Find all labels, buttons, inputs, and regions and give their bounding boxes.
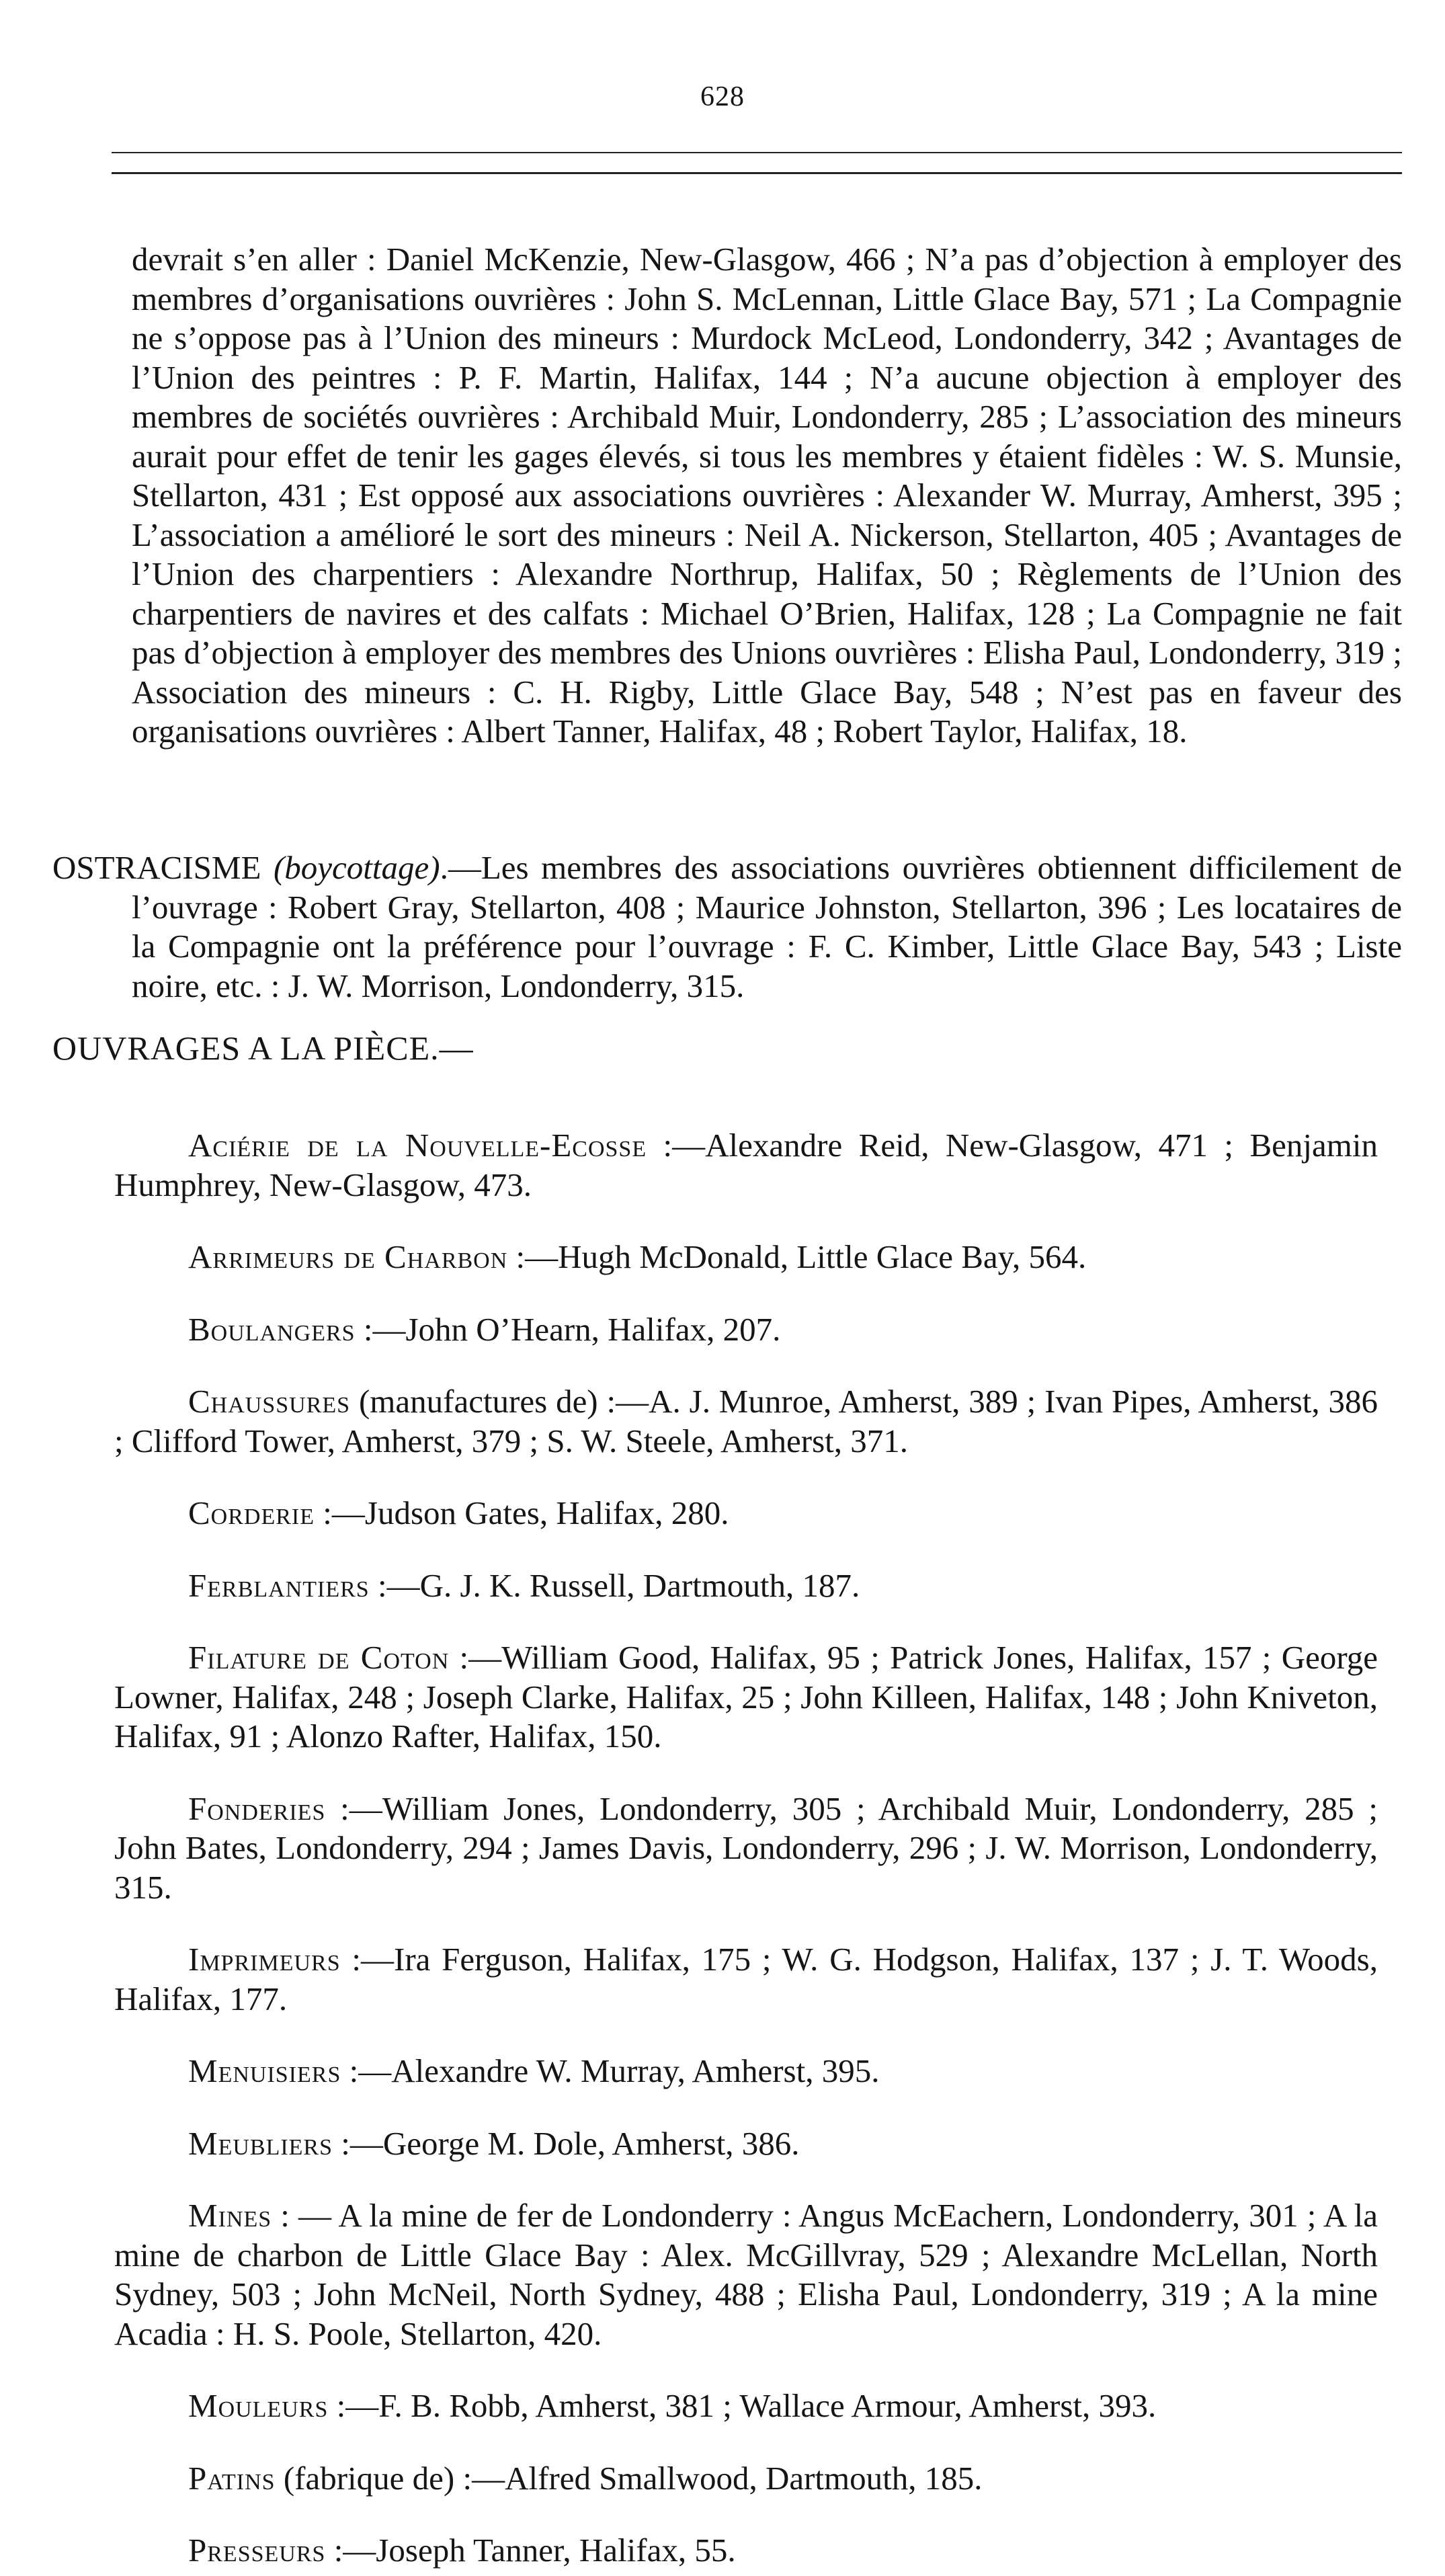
page-number: 628: [700, 81, 745, 112]
ostracisme-gloss: (boycottage): [273, 849, 440, 886]
ostracisme-heading: OSTRACISME: [52, 849, 261, 886]
entry-term: Patins: [188, 2459, 276, 2497]
entry-term: Presseurs: [188, 2532, 326, 2569]
ostracisme-paragraph: [52, 848, 1402, 1006]
entry-text: :—Hugh McDonald, Little Glace Bay, 564.: [507, 1238, 1087, 1275]
entry-meubliers: [114, 2124, 1378, 2164]
entry-mouleurs: [114, 2386, 1378, 2426]
entry-term: Aciérie de la Nouvelle-Ecosse: [188, 1127, 647, 1164]
entry-term: Boulangers: [188, 1310, 356, 1348]
entry-text: (manufactures de) :—A. J. Munroe, Amherst, 389 ; Ivan Pipes, Amherst, 386 ; Clifford Tower, Amherst, 379 ; S. W. Steele, Amherst, 371.: [114, 1383, 1378, 1459]
entry-corderie: [114, 1494, 1378, 1533]
entry-imprimeurs: [114, 1940, 1378, 2019]
ouvrages-entries: [114, 1093, 1378, 2576]
entry-term: Ferblantiers: [188, 1566, 370, 1604]
entry-text: (fabrique de) :—Alfred Smallwood, Dartmouth, 185.: [275, 2459, 983, 2497]
entry-patins: [114, 2459, 1378, 2499]
entry-text: :—G. J. K. Russell, Dartmouth, 187.: [369, 1566, 860, 1604]
entry-text: : — A la mine de fer de Londonderry : Angus McEachern, Londonderry, 301 ; A la mine de charbon de Little Glace Bay : Alex. McGillvray, 529 ; Alexandre McLellan, North Sydney, 503 ; John McNeil, North Sydney, 488 ; Elisha Paul, Londonderry, 319 ; A la mine Acadia : H. S. Poole, Stellarton, 420.: [114, 2197, 1378, 2352]
entry-text: :—John O’Hearn, Halifax, 207.: [355, 1310, 781, 1348]
entry-text: :—William Jones, Londonderry, 305 ; Archibald Muir, Londonderry, 285 ; John Bates, Londonderry, 294 ; James Davis, Londonderry, 296 ; J. W. Morrison, Londonderry, 315.: [114, 1789, 1378, 1906]
entry-term: Chaussures: [188, 1383, 351, 1420]
entry-text: :—William Good, Halifax, 95 ; Patrick Jones, Halifax, 157 ; George Lowner, Halifax, 248 ; Joseph Clarke, Halifax, 25 ; John Killeen, Halifax, 148 ; John Kniveton, Halifax, 91 ; Alonzo Rafter, Halifax, 150.: [114, 1639, 1378, 1755]
entry-presseurs: [114, 2531, 1378, 2571]
entry-acierie: [114, 1126, 1378, 1205]
entry-text: :—George M. Dole, Amherst, 386.: [333, 2124, 800, 2162]
entry-term: Filature de Coton: [188, 1639, 450, 1676]
entry-term: Fonderies: [188, 1789, 326, 1827]
entry-boulangers: [114, 1310, 1378, 1350]
entry-mines: [114, 2196, 1378, 2353]
header-rule-thin: [112, 152, 1402, 153]
ouvrages-heading: OUVRAGES A LA PIÈCE.—: [52, 1029, 474, 1067]
entry-ferblantiers: [114, 1566, 1378, 1606]
entry-text: :—Alexandre W. Murray, Amherst, 395.: [341, 2052, 880, 2089]
entry-chaussures: [114, 1382, 1378, 1461]
entry-text: :—Joseph Tanner, Halifax, 55.: [325, 2532, 736, 2569]
entry-term: Mouleurs: [188, 2387, 329, 2424]
entry-menuisiers: [114, 2052, 1378, 2091]
entry-term: Corderie: [188, 1494, 315, 1531]
entry-term: Imprimeurs: [188, 1941, 341, 1978]
header-rule-thick: [112, 172, 1402, 174]
entry-term: Mines: [188, 2197, 272, 2234]
entry-text: :—Judson Gates, Halifax, 280.: [315, 1494, 729, 1531]
entry-text: :—Ira Ferguson, Halifax, 175 ; W. G. Hodgson, Halifax, 137 ; J. T. Woods, Halifax, 177.: [114, 1941, 1378, 2017]
ostracisme-text: .—Les membres des associations ouvrières obtiennent difficilement de l’ouvrage : Robert Gray, Stellarton, 408 ; Maurice Johnston, Stellarton, 396 ; Les locataires de la Compagnie ont la préférence pour l’ouvrage : F. C. Kimber, Little Glace Bay, 543 ; Liste noire, etc. : J. W. Morrison, Londonderry, 315.: [132, 849, 1402, 1004]
entry-filature: [114, 1638, 1378, 1757]
entry-term: Menuisiers: [188, 2052, 341, 2089]
entry-text: :—F. B. Robb, Amherst, 381 ; Wallace Armour, Amherst, 393.: [328, 2387, 1157, 2424]
entry-text: :—Alexandre Reid, New-Glasgow, 471 ; Benjamin Humphrey, New-Glasgow, 473.: [114, 1127, 1378, 1203]
entry-term: Meubliers: [188, 2124, 333, 2162]
entry-arrimeurs: [114, 1238, 1378, 1277]
entry-fonderies: [114, 1789, 1378, 1908]
entry-term: Arrimeurs de Charbon: [188, 1238, 508, 1275]
intro-paragraph: devrait s’en aller : Daniel McKenzie, New-Glasgow, 466 ; N’a pas d’objection à employer des membres d’organisations ouvrières : John S. McLennan, Little Glace Bay, 571 ; La Compagnie ne s’oppose pas à l’Union des mineurs : Murdock McLeod, Londonderry, 342 ; Avantages de l’Union des peintres : P. F. Martin, Halifax, 144 ; N’a aucune objection à employer des membres de sociétés ouvrières : Archibald Muir, Londonderry, 285 ; L’association des mineurs aurait pour effet de tenir les gages élevés, si tous les membres y étaient fidèles : W. S. Munsie, Stellarton, 431 ; Est opposé aux associations ouvrières : Alexander W. Murray, Amherst, 395 ; L’association a amélioré le sort des mineurs : Neil A. Nickerson, Stellarton, 405 ; Avantages de l’Union des charpentiers : Alexandre Northrup, Halifax, 50 ; Règlements de l’Union des charpentiers de navires et des calfats : Michael O’Brien, Halifax, 128 ; La Compagnie ne fait pas d’objection à employer des membres des Unions ouvrières : Elisha Paul, Londonderry, 319 ; Association des mineurs : C. H. Rigby, Little Glace Bay, 548 ; N’est pas en faveur des organisations ouvrières : Albert Tanner, Halifax, 48 ; Robert Taylor, Halifax, 18.: [132, 241, 1402, 750]
